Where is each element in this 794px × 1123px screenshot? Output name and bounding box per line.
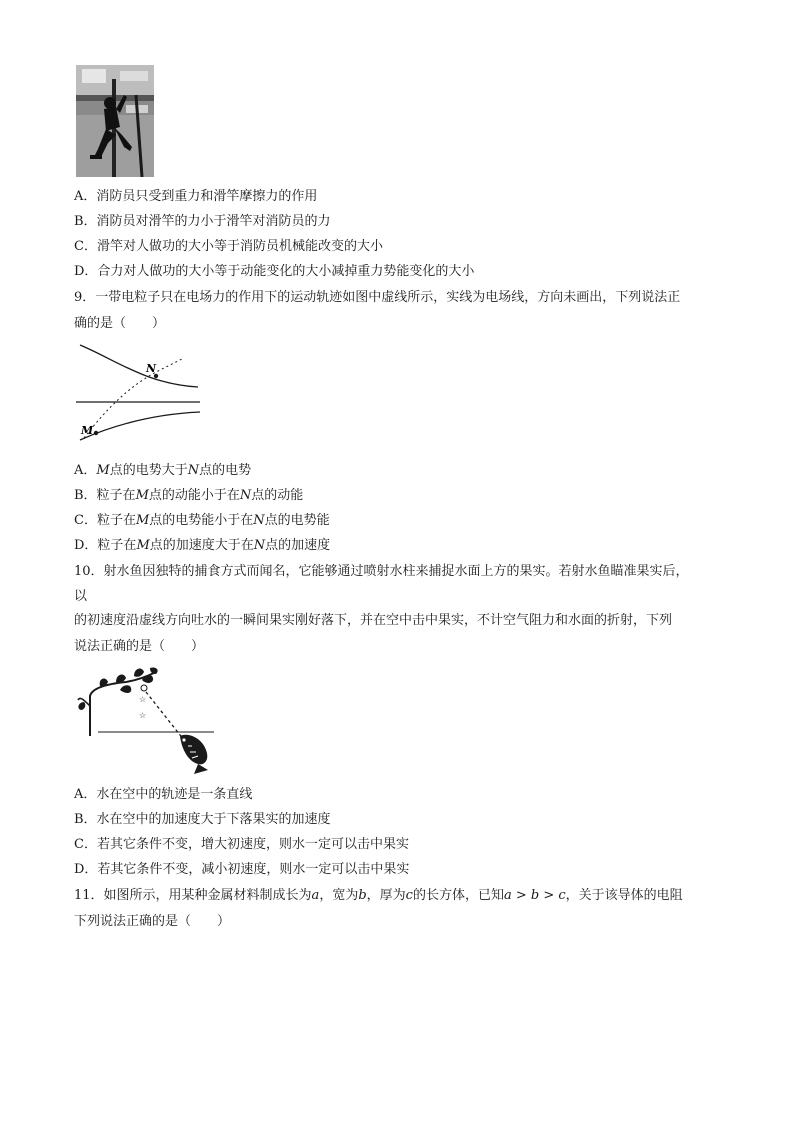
q9-stem-line2: 确的是（ ） (74, 316, 166, 331)
q10-stem-line1: 10．射水鱼因独特的捕食方式而闻名，它能够通过喷射水柱来捕捉水面上方的果实。若射水鱼瞄准果实后， (74, 564, 689, 579)
firefighter-pole-figure (76, 65, 154, 177)
svg-text:☆: ☆ (139, 695, 147, 704)
q10-stem-line4: 说法正确的是（ ） (74, 639, 205, 654)
inequality: a > b > c (503, 888, 566, 903)
q9-option-c: C．粒子在M点的电势能小于在N点的电势能 (74, 513, 330, 528)
q10-option-a: A．水在空中的轨迹是一条直线 (74, 787, 253, 802)
q9-option-d: D．粒子在M点的加速度大于在N点的加速度 (74, 538, 331, 553)
q10-stem-line2: 以 (74, 589, 88, 604)
q9-option-b: B．粒子在M点的动能小于在N点的动能 (74, 488, 304, 503)
q10-option-c: C．若其它条件不变，增大初速度，则水一定可以击中果实 (74, 837, 409, 852)
archerfish-figure (76, 666, 216, 778)
q10-option-b: B．水在空中的加速度大于下落果实的加速度 (74, 812, 331, 827)
q8-option-c: C．滑竿对人做功的大小等于消防员机械能改变的大小 (74, 239, 383, 254)
q9-option-a: A．M点的电势大于N点的电势 (74, 463, 252, 478)
point-m-label: M (81, 424, 94, 437)
point-n-label: N (146, 362, 157, 375)
q8-option-d: D．合力对人做功的大小等于动能变化的大小减掉重力势能变化的大小 (74, 264, 475, 279)
q8-option-b: B．消防员对滑竿的力小于滑竿对消防员的力 (74, 214, 331, 229)
svg-text:☆: ☆ (139, 711, 147, 720)
q8-option-a: A．消防员只受到重力和滑竿摩擦力的作用 (74, 189, 318, 204)
q11-stem-line1: 11．如图所示，用某种金属材料制成长为a，宽为b，厚为c的长方体，已知a > b > c，关于该导体的电阻 (74, 888, 683, 903)
q11-stem-line2: 下列说法正确的是（ ） (74, 914, 231, 929)
q9-stem-line1: 9．一带电粒子只在电场力的作用下的运动轨迹如图中虚线所示，实线为电场线，方向未画出，下列说法正 (74, 290, 681, 305)
electric-field-figure (76, 342, 202, 446)
q10-stem-line3: 的初速度沿虚线方向吐水的一瞬间果实刚好落下，并在空中击中果实，不计空气阻力和水面的折射，下列 (74, 613, 673, 628)
q10-option-d: D．若其它条件不变，减小初速度，则水一定可以击中果实 (74, 862, 410, 877)
